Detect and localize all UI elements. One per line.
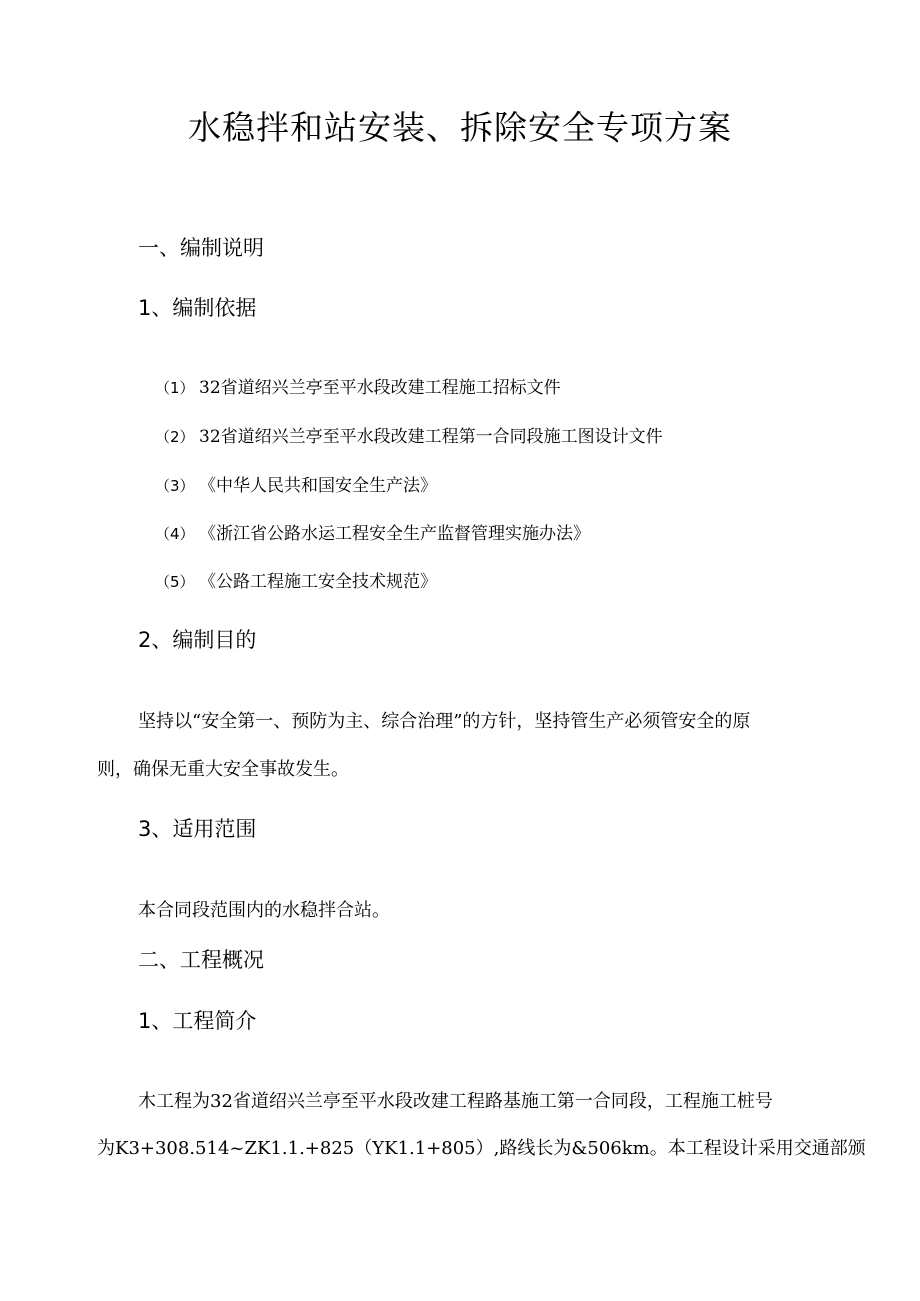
reference-item: [155, 521, 590, 547]
section-heading-compilation-notes: 一、编制说明: [138, 236, 264, 260]
reference-number: （5）: [155, 573, 195, 591]
reference-number: （1）: [155, 379, 195, 397]
intro-paragraph-line-2: 为K3+308.514~ZK1.1.+825（YK1.1+805）,路线长为&506km。本工程设计采用交通部颁: [97, 1138, 866, 1159]
reference-text: 《中华人民共和国安全生产法》: [199, 476, 437, 496]
reference-number: （4）: [155, 525, 195, 543]
subsection-heading-compilation-purpose: 2、编制目的: [138, 628, 257, 652]
reference-number: （3）: [155, 477, 195, 495]
scope-paragraph: 本合同段范围内的水稳拌合站。: [138, 900, 390, 921]
reference-number: （2）: [155, 428, 195, 446]
reference-text: 《浙江省公路水运工程安全生产监督管理实施办法》: [199, 524, 590, 544]
subsection-heading-compilation-basis: 1、编制依据: [138, 296, 257, 320]
reference-text: 32省道绍兴兰亭至平水段改建工程第一合同段施工图设计文件: [199, 427, 663, 447]
subsection-heading-project-intro: 1、工程简介: [138, 1009, 257, 1033]
purpose-paragraph-line-2: 则，确保无重大安全事故发生。: [97, 759, 349, 780]
reference-item: [155, 473, 437, 499]
reference-item: [155, 424, 663, 450]
document-title: 水稳拌和站安装、拆除安全专项方案: [188, 108, 732, 147]
reference-text: 32省道绍兴兰亭至平水段改建工程施工招标文件: [199, 378, 561, 398]
subsection-heading-scope: 3、适用范围: [138, 817, 257, 841]
intro-paragraph-line-1: 木工程为32省道绍兴兰亭至平水段改建工程路基施工第一合同段，工程施工桩号: [138, 1091, 773, 1112]
reference-text: 《公路工程施工安全技术规范》: [199, 572, 437, 592]
section-heading-project-overview: 二、工程概况: [138, 948, 264, 972]
reference-item: [155, 375, 561, 401]
purpose-paragraph-line-1: 坚持以“安全第一、预防为主、综合治理”的方针，坚持管生产必须管安全的原: [138, 711, 751, 732]
reference-item: [155, 569, 437, 595]
